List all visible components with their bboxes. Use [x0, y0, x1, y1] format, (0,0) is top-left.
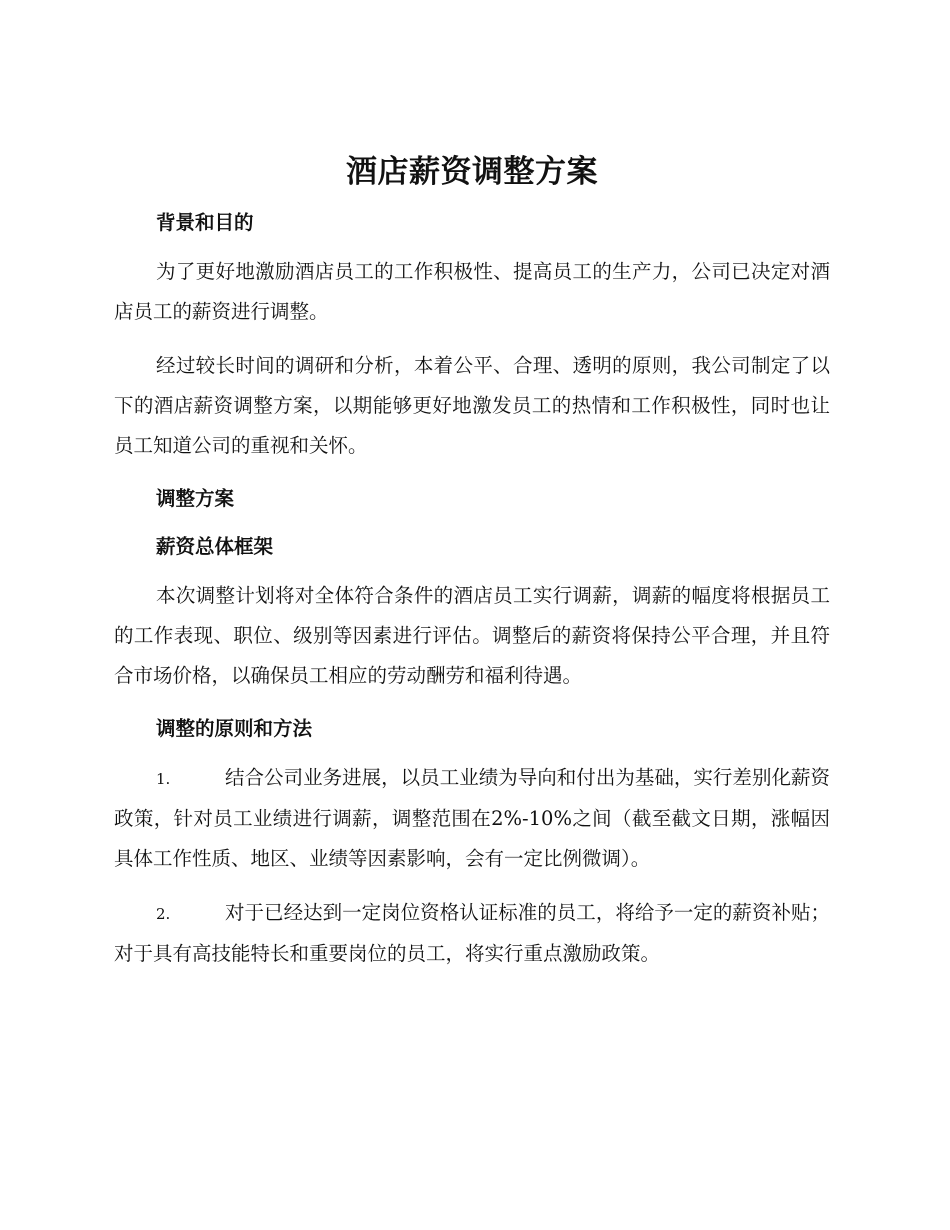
list-item — [114, 758, 830, 879]
section-heading-plan: 调整方案 — [156, 487, 235, 510]
section-heading-background: 背景和目的 — [156, 211, 254, 234]
paragraph-framework: 本次调整计划将对全体符合条件的酒店员工实行调薪，调薪的幅度将根据员工的工作表现、职位、级别等因素进行评估。调整后的薪资将保持公平合理，并且符合市场价格，以确保员工相应的劳动酬劳和福利待遇。 — [114, 584, 830, 687]
section-heading-framework: 薪资总体框架 — [156, 535, 274, 558]
document-page — [114, 148, 830, 974]
list-item-number: 2. — [156, 905, 171, 923]
list-item-text: 对于已经达到一定岗位资格认证标准的员工，将给予一定的薪资补贴；对于具有高技能特长和重要岗位的员工，将实行重点激励政策。 — [114, 901, 830, 965]
paragraph-background-2: 经过较长时间的调研和分析，本着公平、合理、透明的原则，我公司制定了以下的酒店薪资调整方案，以期能够更好地激发员工的热情和工作积极性，同时也让员工知道公司的重视和关怀。 — [114, 354, 830, 457]
list-item — [114, 893, 830, 974]
section-heading-principles: 调整的原则和方法 — [156, 717, 313, 740]
document-title: 酒店薪资调整方案 — [346, 154, 598, 190]
list-item-number: 1. — [156, 770, 171, 788]
paragraph-background-1: 为了更好地激励酒店员工的工作积极性、提高员工的生产力，公司已决定对酒店员工的薪资进行调整。 — [114, 260, 830, 323]
list-item-text: 结合公司业务进展，以员工业绩为导向和付出为基础，实行差别化薪资政策，针对员工业绩进行调薪，调整范围在2%-10%之间（截至截文日期，涨幅因具体工作性质、地区、业绩等因素影响，会有一定比例微调）。 — [114, 766, 830, 870]
